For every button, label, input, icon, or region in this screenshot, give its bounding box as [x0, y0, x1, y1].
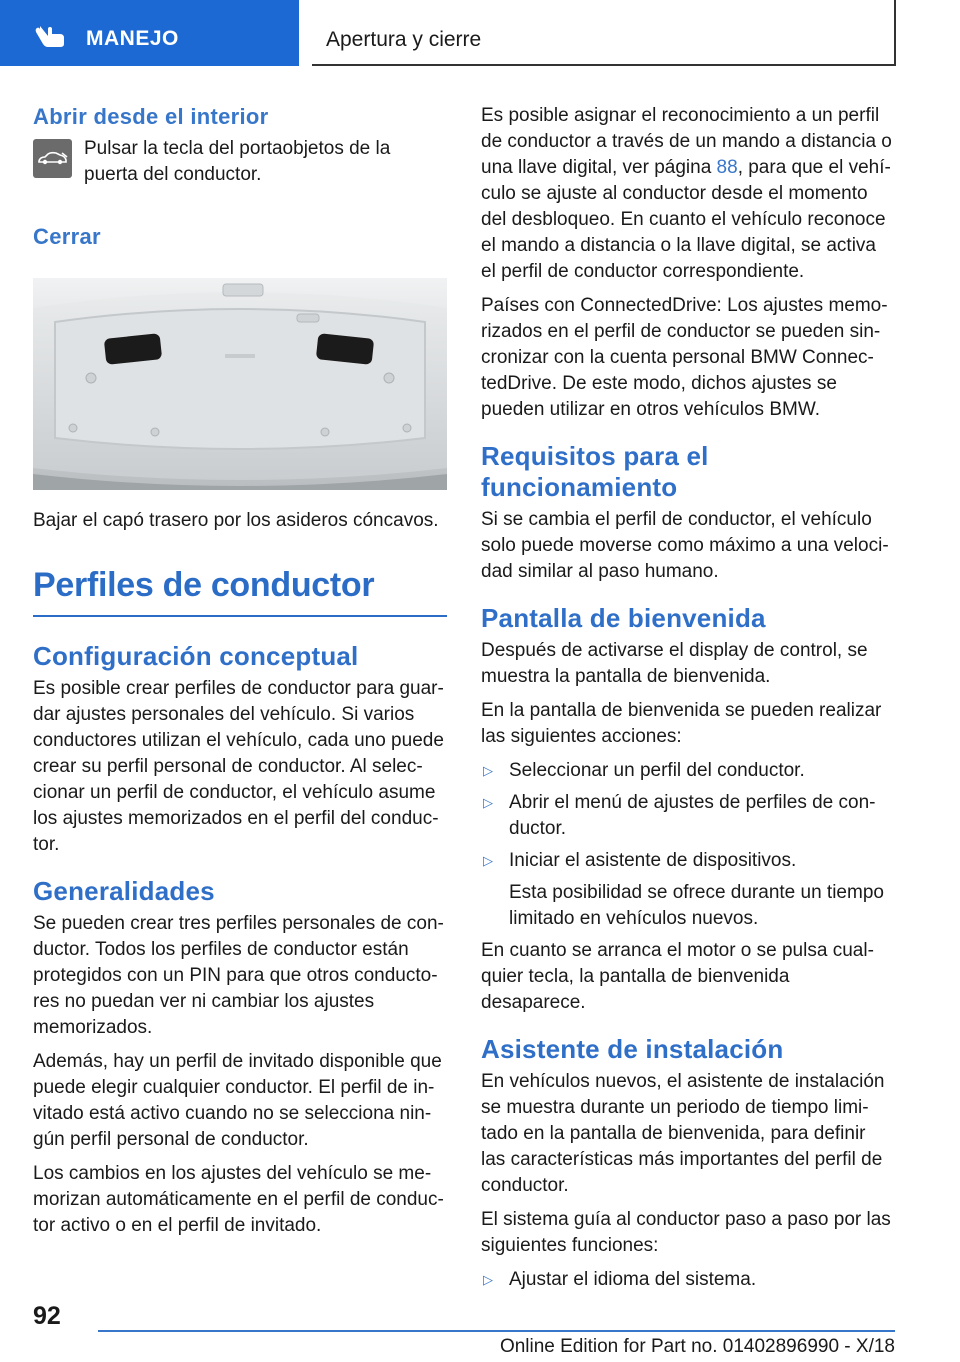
assign-paragraph-2: Países con ConnectedDrive: Los ajustes memorizados en el perfil de conductor se pueden sincronizar con la cuenta personal BMW ConnectedDrive. De este modo, dichos ajustes se pueden utilizar en otros vehículos BMW.	[481, 295, 888, 420]
open-inside-heading: Abrir desde el interior	[33, 104, 269, 129]
page-header	[0, 0, 960, 66]
assign-text-pre: Es posible asignar el reconocimiento a un perfil de conductor a través de un mando a distancia o una llave digital, ver página	[481, 105, 892, 178]
chapter-header	[312, 0, 896, 66]
footer-rule	[98, 1330, 895, 1332]
left-column	[33, 100, 447, 1247]
welcome-actions-list	[481, 758, 895, 932]
install-paragraph-2: El sistema guía al conductor paso a paso por las siguientes funciones:	[481, 1209, 891, 1256]
list-item: ▷ Ajustar el idioma del sistema.	[481, 1267, 895, 1293]
right-column	[481, 100, 895, 1299]
welcome-heading: Pantalla de bienvenida	[481, 603, 766, 633]
trunk-lid-photo	[33, 278, 447, 490]
bullet-arrow-icon: ▷	[483, 763, 493, 778]
bullet-arrow-icon: ▷	[483, 1272, 493, 1287]
requirements-text: Si se cambia el perfil de conductor, el vehículo solo puede moverse como máximo a una velocidad similar al paso humano.	[481, 509, 889, 582]
list-item: ▷ Seleccionar un perfil del conductor.	[481, 758, 895, 784]
section-label: MANEJO	[86, 27, 179, 50]
bullet-arrow-icon: ▷	[483, 795, 493, 810]
chapter-label: Apertura y cierre	[326, 28, 482, 51]
general-paragraph-2: Además, hay un perfil de invitado disponible que puede elegir cualquier conductor. El perfil de invitado está activo cuando no se selecciona ningún perfil personal de conductor.	[33, 1051, 442, 1150]
concept-heading: Configuración conceptual	[33, 641, 359, 671]
page-number: 92	[33, 1302, 61, 1330]
bullet-arrow-icon: ▷	[483, 853, 493, 868]
requirements-heading: Requisitos para el funcionamiento	[481, 441, 709, 502]
photo-caption: Bajar el capó trasero por los asideros cóncavos.	[33, 510, 439, 531]
assign-text-post: , para que el vehículo se ajuste al conductor desde el momento del desbloqueo. En cuanto el vehículo reconoce el mando a distancia o la llave digital, se activa el perfil de conductor correspondiente.	[481, 157, 891, 282]
install-paragraph-1: En vehículos nuevos, el asistente de instalación se muestra durante un periodo de tiempo limitado en la pantalla de bienvenida, para definir las características más importantes del perfil de conductor.	[481, 1071, 885, 1196]
open-inside-text: Pulsar la tecla del portaobjetos de la puerta del conductor.	[84, 138, 391, 185]
list-item-note: Esta posibilidad se ofrece durante un tiempo limitado en vehículos nuevos.	[509, 882, 884, 929]
page-reference-link[interactable]: 88	[716, 157, 738, 178]
install-functions-list	[481, 1267, 895, 1293]
general-paragraph-1: Se pueden crear tres perfiles personales de conductor. Todos los perfiles de conductor están protegidos con un PIN para que otros conductores no puedan ver ni cambiar los ajustes memorizados.	[33, 913, 444, 1038]
edition-text: Online Edition for Part no. 01402896990 - X/18	[499, 1336, 895, 1357]
heading-rule	[33, 615, 447, 617]
assign-paragraph-1	[481, 103, 895, 285]
profiles-heading: Perfiles de conductor	[33, 566, 375, 604]
general-heading: Generalidades	[33, 876, 215, 906]
concept-text: Es posible crear perfiles de conductor para guardar ajustes personales del vehículo. Si varios conductores utilizan el vehículo, cada uno puede crear su perfil personal de conductor. Al seleccionar un perfil de conductor, el vehículo asume los ajustes memorizados en el perfil del conductor.	[33, 678, 444, 855]
general-paragraph-3: Los cambios en los ajustes del vehículo se memorizan automáticamente en el perfil de conductor activo o en el perfil de invitado.	[33, 1163, 444, 1236]
open-inside-instruction	[33, 136, 447, 188]
welcome-paragraph-3: En cuanto se arranca el motor o se pulsa cualquier tecla, la pantalla de bienvenida desaparece.	[481, 940, 874, 1013]
section-tab	[0, 0, 299, 66]
welcome-paragraph-2: En la pantalla de bienvenida se pueden realizar las siguientes acciones:	[481, 700, 882, 747]
install-heading: Asistente de instalación	[481, 1034, 784, 1064]
trunk-release-icon	[33, 139, 72, 178]
welcome-paragraph-1: Después de activarse el display de control, se muestra la pantalla de bienvenida.	[481, 640, 868, 687]
hand-pointer-icon	[34, 22, 68, 48]
close-heading: Cerrar	[33, 224, 101, 249]
list-item: ▷ Abrir el menú de ajustes de perfiles de conductor.	[483, 792, 876, 839]
list-item: ▷ Iniciar el asistente de dispositivos. Esta posibilidad se ofrece durante un tiempo limitado en vehículos nuevos.	[481, 848, 895, 932]
